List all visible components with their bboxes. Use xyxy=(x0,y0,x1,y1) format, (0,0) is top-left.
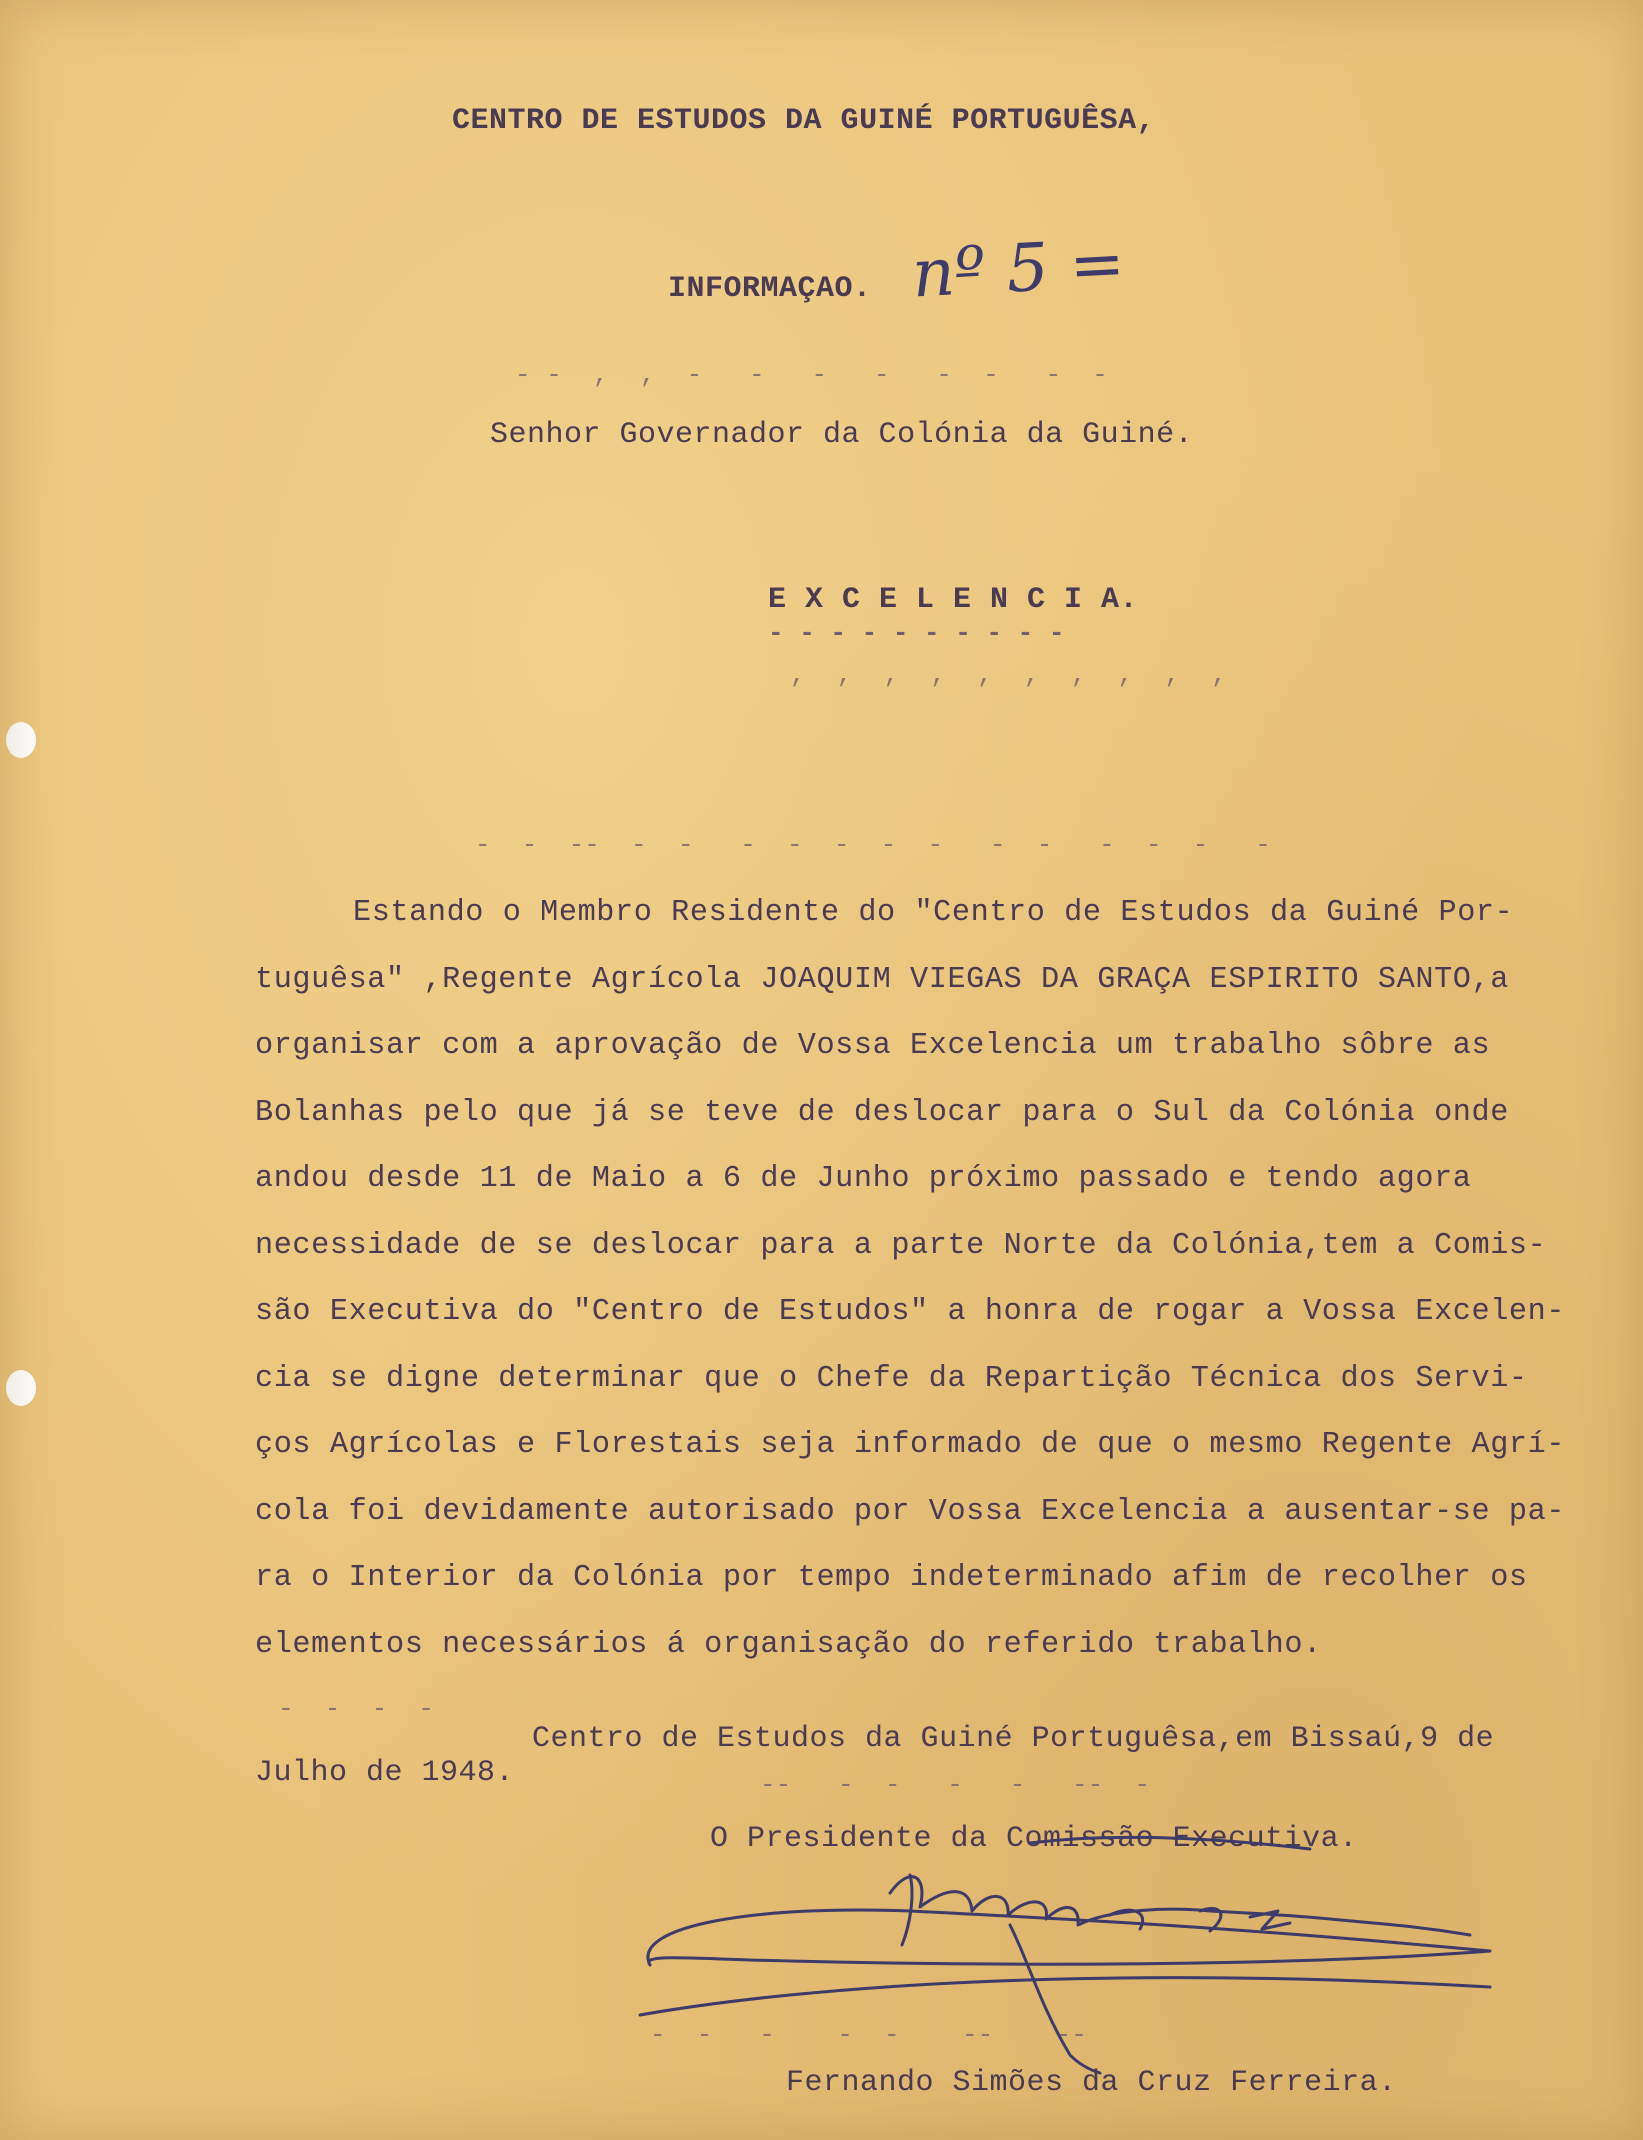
body-line: Bolanhas pelo que já se teve de deslocar para o Sul da Colónia onde xyxy=(255,1095,1509,1130)
separator-dashes: - - - - - -- -- xyxy=(650,2020,1087,2050)
addressee: Senhor Governador da Colónia da Guiné. xyxy=(490,418,1194,452)
body-line: elementos necessários á organisação do referido trabalho. xyxy=(255,1627,1322,1662)
body-line: tuguêsa" ,Regente Agrícola JOAQUIM VIEGAS DA GRAÇA ESPIRITO SANTO,a xyxy=(255,962,1509,997)
body-line: necessidade de se deslocar para a parte Norte da Colónia,tem a Comis- xyxy=(255,1228,1547,1263)
body-line: andou desde 11 de Maio a 6 de Junho próximo passado e tendo agora xyxy=(255,1162,1472,1196)
document-type: INFORMAÇAO. xyxy=(668,272,872,306)
punch-hole xyxy=(6,722,36,758)
separator-dashes: - - -- - - - - - - - - - - - - - xyxy=(475,830,1271,860)
separator-dashes: , , , , , , , , , , xyxy=(790,660,1227,690)
body-line: ra o Interior da Colónia por tempo indeterminado afim de recolher os xyxy=(255,1561,1528,1595)
body-text xyxy=(255,880,1585,1678)
handwritten-document-number: nº 5 = xyxy=(910,224,1127,313)
body-line: Estando o Membro Residente do "Centro de Estudos da Guiné Por- xyxy=(353,896,1514,930)
separator-dashes: - - , , - - - - - - - - xyxy=(515,360,1108,390)
institution-header: CENTRO DE ESTUDOS DA GUINÉ PORTUGUÊSA, xyxy=(452,104,1156,138)
separator-dashes: - - - - xyxy=(278,1694,435,1724)
salutation: E X C E L E N C I A. xyxy=(768,583,1139,617)
punch-hole xyxy=(6,1370,36,1406)
place-date-line2: Julho de 1948. xyxy=(255,1756,515,1790)
salutation-underline: - - - - - - - - - - xyxy=(768,618,1065,648)
body-line: são Executiva do "Centro de Estudos" a honra de rogar a Vossa Excelen- xyxy=(255,1295,1566,1329)
signer-name: Fernando Simões da Cruz Ferreira. xyxy=(786,2066,1397,2100)
signer-title: O Presidente da Comissão Executiva. xyxy=(710,1822,1358,1856)
body-line: cola foi devidamente autorisado por Vossa Excelencia a ausentar-se pa- xyxy=(255,1494,1566,1529)
body-line: cia se digne determinar que o Chefe da Repartição Técnica dos Servi- xyxy=(255,1361,1528,1396)
body-line: organisar com a aprovação de Vossa Excelencia um trabalho sôbre as xyxy=(255,1029,1491,1063)
body-line: ços Agrícolas e Florestais seja informado de que o mesmo Regente Agrí- xyxy=(255,1428,1566,1462)
place-date-line1: Centro de Estudos da Guiné Portuguêsa,em Bissaú,9 de xyxy=(532,1722,1495,1756)
separator-dashes: -- - - - - -- - xyxy=(760,1770,1151,1800)
